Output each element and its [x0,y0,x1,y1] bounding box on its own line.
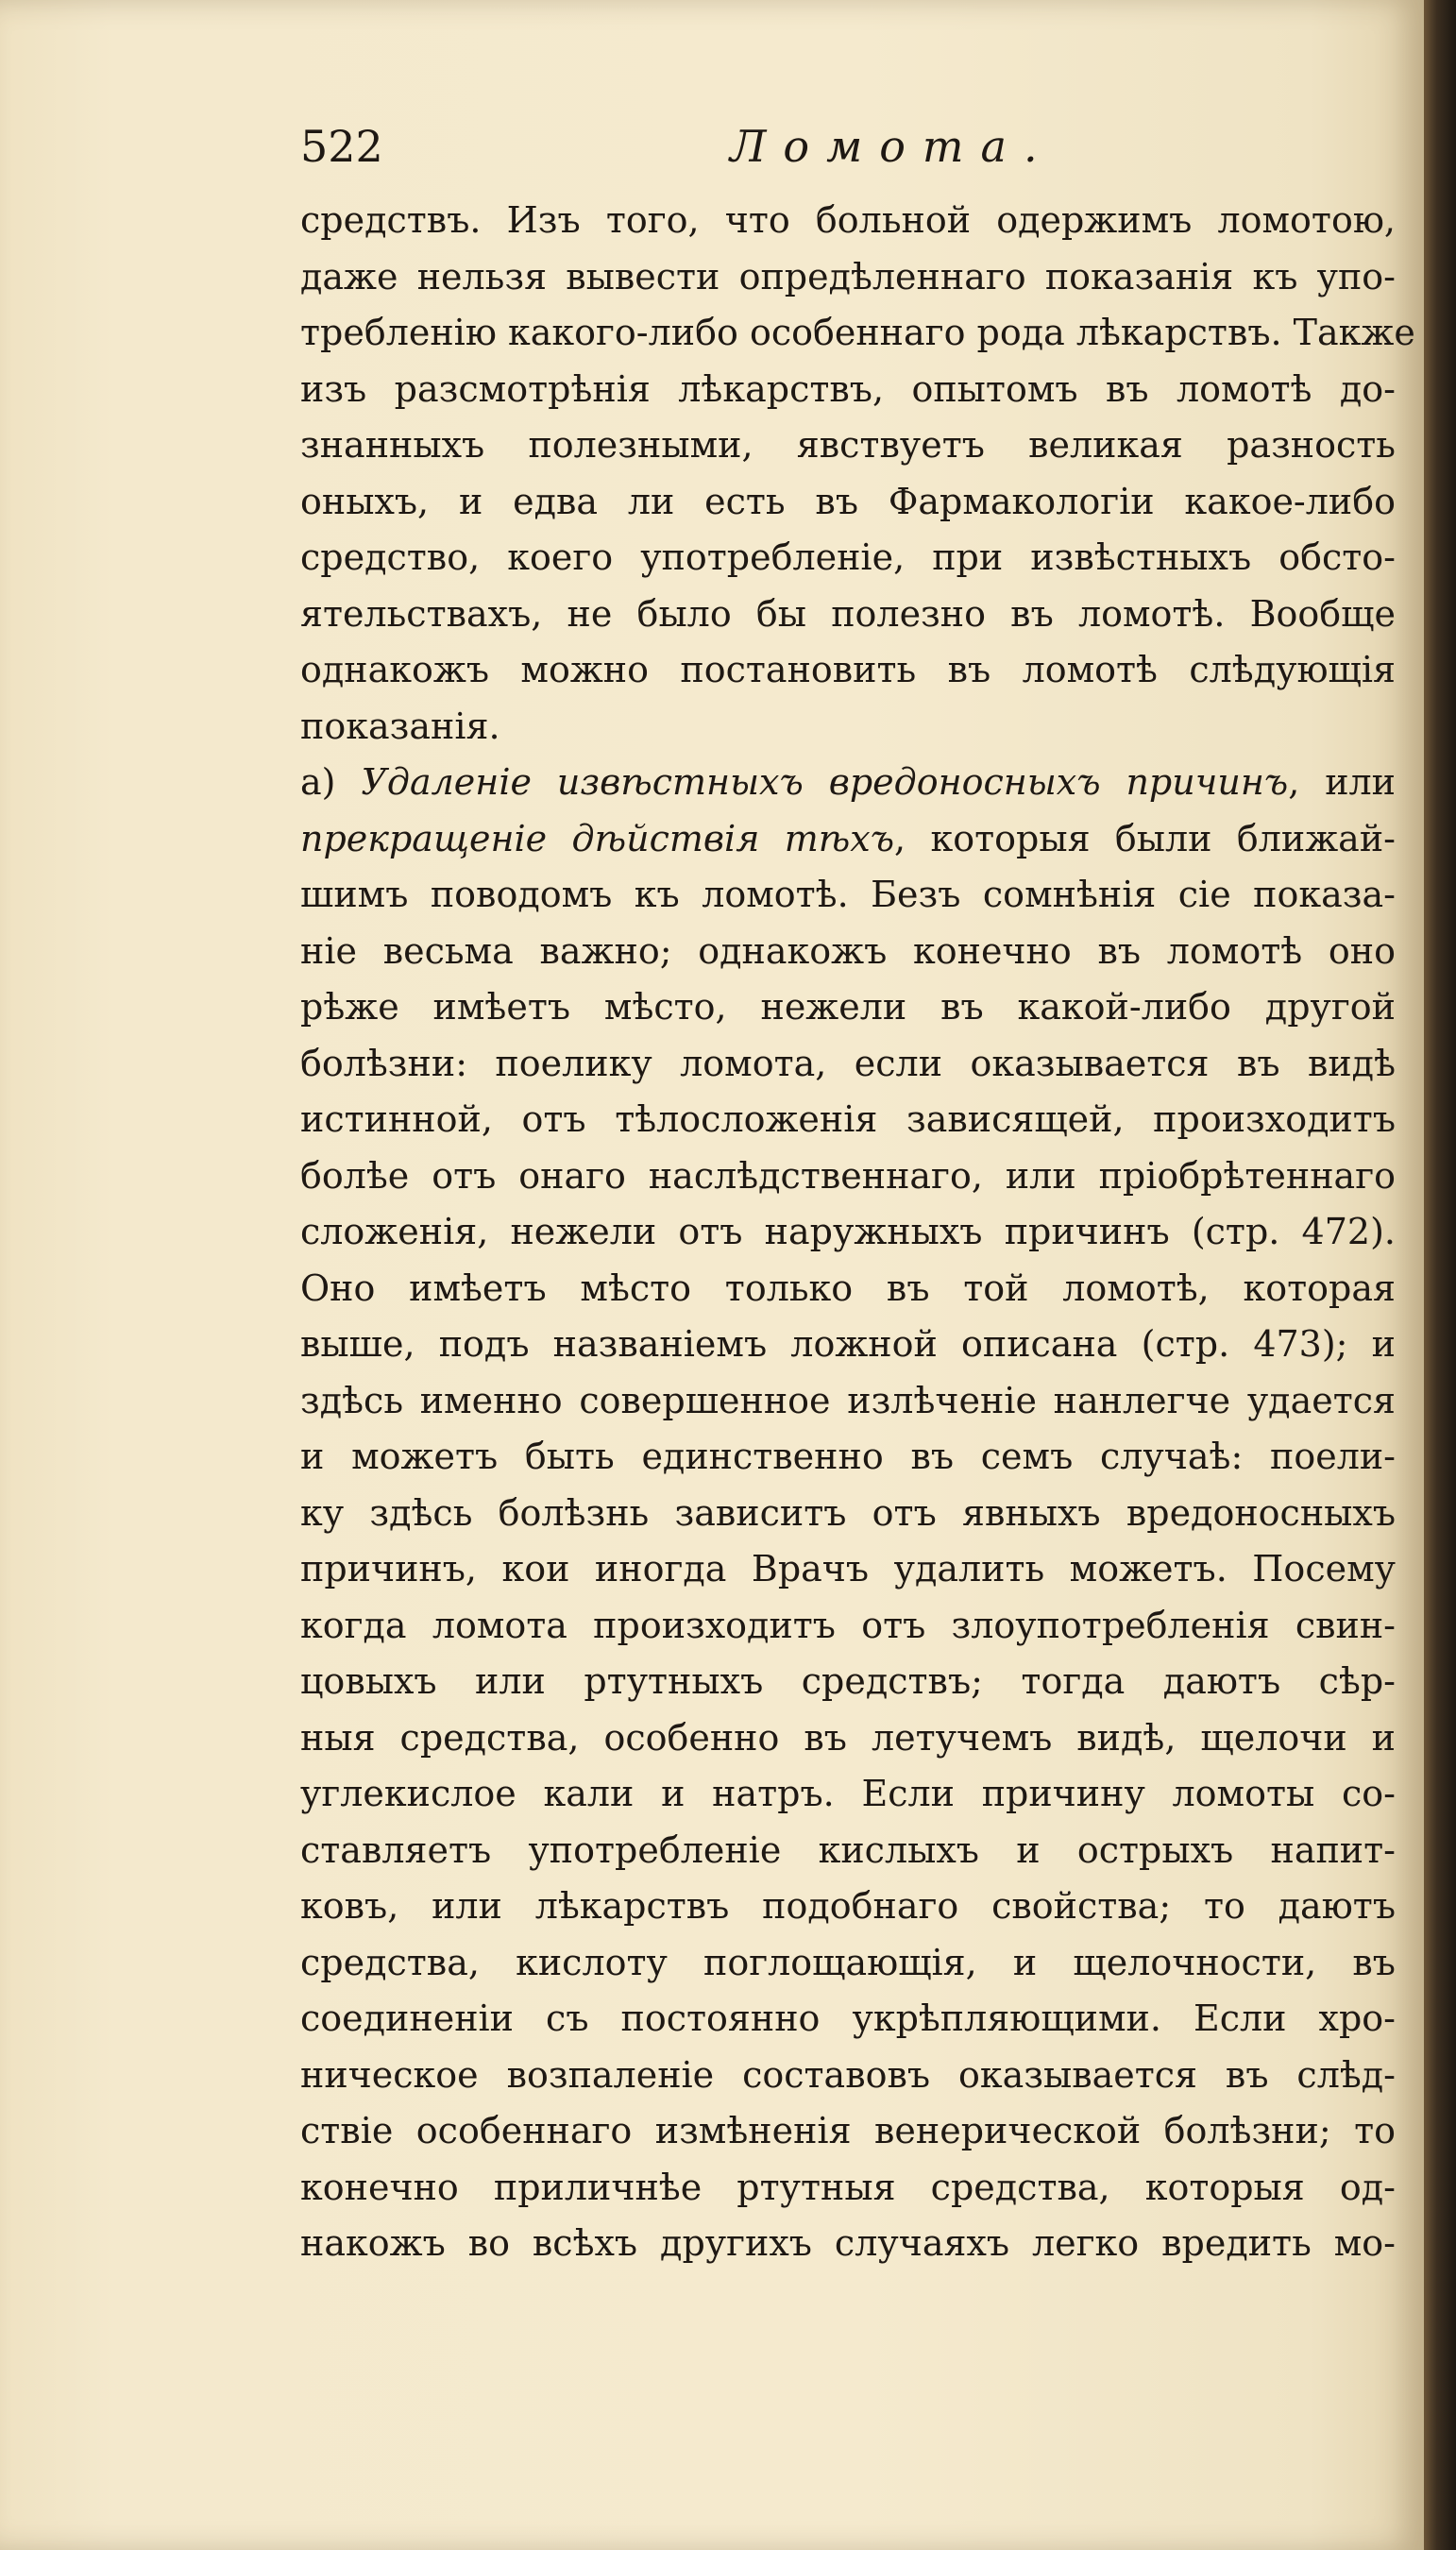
text-line: цовыхъ или ртутныхъ средствъ; тогда даютъ сѣр- [300,1660,1396,1702]
text-line: средства, кислоту поглощающія, и щелочности, въ [300,1941,1396,1983]
text-line: ку здѣсь болѣзнь зависитъ отъ явныхъ вредоносныхъ [300,1491,1396,1534]
text-line: ятельствахъ, не было бы полезно въ ломотѣ. Вообще [300,592,1396,635]
text-fragment: , которыя были ближай- [894,817,1396,859]
text-line: шимъ поводомъ къ ломотѣ. Безъ сомнѣнія сіе показа- [300,874,1396,915]
text-line: болѣзни: поелику ломота, если оказывается въ видѣ [300,1042,1396,1084]
text-line: средствъ. Изъ того, что больной одержимъ ломотою, [300,199,1396,241]
text-line: требленію какого-либо особеннаго рода лѣкарствъ. Также [300,312,1415,353]
text-line-italic-heading [300,811,1396,868]
text-line: накожъ во всѣхъ другихъ случаяхъ легко вредить мо- [300,2222,1396,2264]
book-edge [1424,0,1456,2550]
text-line: ныя средства, особенно въ летучемъ видѣ, щелочи и [300,1716,1396,1759]
italic-phrase: прекращеніе дѣйствія тѣхъ [300,817,895,859]
text-line: ставляетъ употребленіе кислыхъ и острыхъ напит- [300,1828,1396,1871]
body-text [300,193,1415,2272]
text-line: изъ разсмотрѣнія лѣкарствъ, опытомъ въ ломотѣ до- [300,367,1396,410]
text-line: сложенія, нежели отъ наружныхъ причинъ (стр. 472). [300,1211,1396,1252]
page-header [300,121,1396,178]
text-fragment: , или [1288,761,1396,803]
text-line: средство, коего употребленіе, при извѣстныхъ обсто- [300,536,1396,578]
text-line: истинной, отъ тѣлосложенія зависящей, произходитъ [300,1098,1396,1140]
text-line: конечно приличнѣе ртутныя средства, которыя од- [300,2166,1396,2208]
text-line: показанія. [300,705,500,747]
text-line: ническое возпаленіе составовъ оказывается въ слѣд- [300,2053,1396,2096]
text-line: болѣе отъ онаго наслѣдственнаго, или пріобрѣтеннаго [300,1154,1396,1197]
list-marker: а) [300,761,362,803]
text-line: оныхъ, и едва ли есть въ Фармакологіи какое-либо [300,480,1396,522]
text-line: знанныхъ полезными, явствуетъ великая разность [300,424,1396,466]
text-line: когда ломота произходитъ отъ злоупотребленія свин- [300,1604,1396,1646]
text-line: Оно имѣетъ мѣсто только въ той ломотѣ, которая [300,1266,1396,1309]
text-line: причинъ, кои иногда Врачъ удалить можетъ. Посему [300,1548,1396,1590]
italic-phrase: Удаленіе извѣстныхъ вредоносныхъ причинъ [361,761,1289,803]
text-line-italic-heading [300,755,1396,811]
text-line: даже нельзя вывести опредѣленнаго показанія къ упо- [300,255,1396,298]
text-line: ковъ, или лѣкарствъ подобнаго свойства; то даютъ [300,1885,1396,1927]
text-line: здѣсь именно совершенное излѣченіе нанлегче удается [300,1379,1396,1421]
text-line: однакожъ можно постановить въ ломотѣ слѣдующія [300,649,1396,690]
text-line: выше, подъ названіемъ ложной описана (стр. 473); и [300,1323,1396,1365]
text-line: соединеніи съ постоянно укрѣпляющими. Если хро- [300,1998,1396,2039]
page-number: 522 [300,121,383,172]
text-line: ніе весьма важно; однакожъ конечно въ ломотѣ оно [300,929,1396,972]
text-line: углекислое кали и натръ. Если причину ломоты со- [300,1773,1396,1814]
text-line: и можетъ быть единственно въ семъ случаѣ: поели- [300,1436,1396,1477]
text-line: рѣже имѣетъ мѣсто, нежели въ какой-либо другой [300,986,1396,1028]
text-line: ствіе особеннаго измѣненія венерической болѣзни; то [300,2110,1396,2151]
running-title: Ломота. [730,121,1055,172]
